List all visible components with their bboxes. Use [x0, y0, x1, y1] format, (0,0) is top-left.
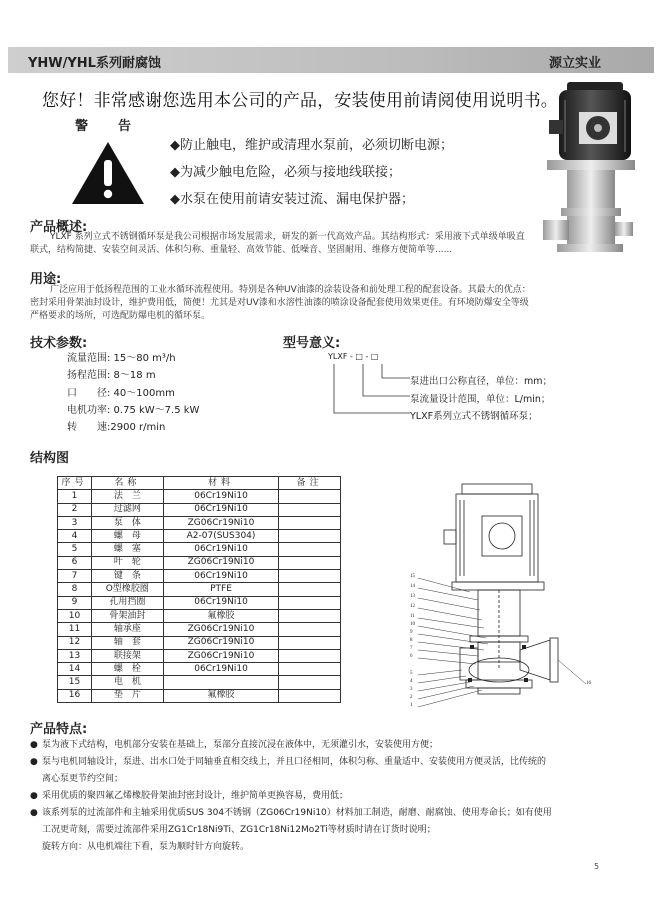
feature-text: 泵与电机同轴设计，泵进、出水口处于同轴垂直相交线上，并且口径相同，体积匀称、重量适中、安装使用方便灵活，比传统的 — [42, 757, 547, 767]
feature-text: 该系列泵的过流部件和主轴采用优质SUS 304不锈钢（ZG06Cr19Ni10）材料加工制造，耐磨、耐腐蚀、使用寿命长；如有使用 — [42, 808, 552, 818]
model-leader-lines — [320, 350, 412, 422]
cell-material: ZG06Cr19Ni10 — [163, 649, 279, 662]
feature-text: 泵为液下式结构，电机部分安装在基础上，泵部分直接沉浸在液体中，无须灌引水，安装使用方便； — [42, 740, 439, 750]
model-desc-item: 泵进出口公称直径，单位：mm； — [410, 376, 553, 387]
pump-structure-diagram — [400, 470, 600, 710]
spec-item: 流量范围: 15～80 m³/h — [67, 353, 176, 364]
cell-material: 06Cr19Ni10 — [163, 543, 279, 556]
table-row — [58, 676, 341, 689]
cell-index: 2 — [58, 503, 92, 516]
bullet-icon: ● — [30, 740, 38, 750]
cell-note — [279, 490, 341, 503]
cell-note — [279, 636, 341, 649]
warning-item: ◆为减少触电危险，必须与接地线联接； — [170, 165, 401, 180]
table-row — [58, 556, 341, 569]
table-row — [58, 689, 341, 702]
table-row — [58, 543, 341, 556]
cell-material: 06Cr19Ni10 — [163, 503, 279, 516]
specs-title: 技术参数: — [30, 336, 88, 351]
diagram-callout: 6 — [410, 654, 413, 659]
cell-part-name: 螺 母 — [91, 530, 163, 543]
parts-table-header — [58, 477, 341, 490]
table-row — [58, 490, 341, 503]
cell-index: 9 — [58, 596, 92, 609]
usage-title: 用途: — [30, 272, 62, 287]
parts-table — [57, 476, 341, 703]
cell-material: PTFE — [163, 583, 279, 596]
cell-part-name: O型橡胶圈 — [91, 583, 163, 596]
table-row — [58, 503, 341, 516]
cell-note — [279, 596, 341, 609]
cell-index: 7 — [58, 570, 92, 583]
diagram-callout: 2 — [410, 695, 413, 700]
cell-note — [279, 583, 341, 596]
cell-index: 16 — [58, 689, 92, 702]
cell-index: 12 — [58, 636, 92, 649]
feature-item — [30, 805, 642, 822]
feature-item — [30, 754, 642, 771]
cell-material: 氟橡胶 — [163, 609, 279, 622]
cell-part-name: 轴 套 — [91, 636, 163, 649]
cell-material: ZG06Cr19Ni10 — [163, 623, 279, 636]
feature-continuation: 旋转方向：从电机端往下看，泵为顺时针方向旋转。 — [42, 842, 250, 852]
diagram-callout: 9 — [410, 630, 413, 635]
cell-part-name: 过滤网 — [91, 503, 163, 516]
cell-note — [279, 530, 341, 543]
spec-item: 口 径: 40～100mm — [67, 387, 175, 399]
cell-material: 06Cr19Ni10 — [163, 570, 279, 583]
cell-note — [279, 623, 341, 636]
diagram-callout: 8 — [410, 638, 413, 643]
spec-item: 转 速:2900 r/min — [67, 422, 166, 434]
overview-title: 产品概述: — [30, 220, 88, 235]
greeting-text: 您好！非常感谢您选用本公司的产品，安装使用前请阅使用说明书。 — [42, 91, 558, 111]
cell-part-name: 孔用挡圈 — [91, 596, 163, 609]
table-row — [58, 663, 341, 676]
header-cell: 备注 — [279, 477, 341, 490]
cell-material: ZG06Cr19Ni10 — [163, 636, 279, 649]
cell-part-name: 联接架 — [91, 649, 163, 662]
cell-material — [163, 676, 279, 689]
cell-part-name: 法 兰 — [91, 490, 163, 503]
overview-line: YLXF 系列立式不锈钢循环泵是我公司根据市场发展需求，研发的新一代高效产品。其结构形式：采用液下式单级单吸直 — [50, 232, 525, 242]
diagram-callout: 11 — [410, 614, 415, 619]
cell-note — [279, 609, 341, 622]
warning-item: ◆水泵在使用前请安装过流、漏电保护器； — [170, 192, 414, 207]
warning-list — [170, 139, 453, 220]
cell-material: ZG06Cr19Ni10 — [163, 516, 279, 529]
cell-index: 4 — [58, 530, 92, 543]
cell-part-name: 叶 轮 — [91, 556, 163, 569]
diagram-callout: 12 — [410, 604, 415, 609]
cell-part-name: 垫 片 — [91, 689, 163, 702]
cell-index: 10 — [58, 609, 92, 622]
model-desc-item: 泵流量设计范围，单位：L/min； — [410, 394, 551, 405]
features-title: 产品特点: — [30, 722, 88, 737]
feature-continuation: 离心泵更节约空间； — [42, 774, 124, 784]
structure-title: 结构图 — [30, 451, 70, 466]
cell-part-name: 骨架油封 — [91, 609, 163, 622]
cell-material: 氟橡胶 — [163, 689, 279, 702]
table-row — [58, 570, 341, 583]
cell-index: 3 — [58, 516, 92, 529]
cell-material: ZG06Cr19Ni10 — [163, 556, 279, 569]
feature-item — [30, 788, 642, 805]
cell-index: 5 — [58, 543, 92, 556]
header-company-name: 源立实业 — [549, 56, 602, 71]
spec-item: 电机功率: 0.75 kW～7.5 kW — [67, 404, 200, 416]
cell-index: 15 — [58, 676, 92, 689]
table-row — [58, 530, 341, 543]
diagram-callout: 1 — [410, 703, 413, 708]
warning-triangle-icon — [70, 140, 146, 206]
bullet-icon: ● — [30, 808, 38, 818]
cell-index: 11 — [58, 623, 92, 636]
table-row — [58, 609, 341, 622]
spec-item: 扬程范围: 8～18 m — [67, 370, 156, 382]
header-cell: 名称 — [91, 477, 163, 490]
header-cell: 序号 — [58, 477, 92, 490]
diagram-callout: 7 — [410, 646, 413, 651]
cell-note — [279, 543, 341, 556]
bullet-icon: ● — [30, 757, 38, 767]
usage-line: 严格要求的场所，可选配防爆电机的循环泵。 — [30, 311, 211, 321]
cell-note — [279, 676, 341, 689]
cell-material: 06Cr19Ni10 — [163, 663, 279, 676]
diagram-callout: 15 — [410, 574, 415, 579]
diagram-callout: 10 — [410, 622, 415, 627]
diagram-callout: 5 — [410, 671, 413, 676]
cell-part-name: 螺 栓 — [91, 663, 163, 676]
cell-note — [279, 689, 341, 702]
features-list — [30, 737, 642, 856]
cell-index: 13 — [58, 649, 92, 662]
warning-item: ◆防止触电，维护或清理水泵前，必须切断电源； — [170, 138, 453, 153]
overview-line: 联式，结构简捷、安装空间灵活、体积匀称、重量轻、高效节能、低噪音、坚固耐用、维修方便简单等...... — [30, 245, 453, 255]
table-row — [58, 596, 341, 609]
table-row — [58, 636, 341, 649]
cell-material: A2-07(SUS304) — [163, 530, 279, 543]
feature-text: 采用优质的聚四氟乙烯橡胶骨架油封密封设计，维护简单更换容易，费用低； — [42, 791, 349, 801]
cell-index: 14 — [58, 663, 92, 676]
feature-item — [30, 737, 642, 754]
cell-part-name: 螺 塞 — [91, 543, 163, 556]
cell-part-name: 泵 体 — [91, 516, 163, 529]
pump-product-photo — [537, 80, 637, 256]
diagram-callout: 14 — [410, 584, 415, 589]
feature-continuation: 工况更苛刻，需要过流部件采用ZG1Cr18Ni9Ti、ZG1Cr18Ni12Mo2Ti等材质时请在订货时说明； — [42, 825, 436, 835]
model-desc-item: YLXF系列立式不锈钢循环泵； — [410, 411, 538, 422]
cell-material: 06Cr19Ni10 — [163, 596, 279, 609]
bullet-icon: ● — [30, 791, 38, 801]
specs-list — [67, 350, 199, 436]
warning-title: 警告 — [75, 119, 162, 134]
usage-line: 广泛应用于低扬程范围的工业水循环流程使用。特别是各种UV油漆的涂装设备和前处理工程的配套设备。其最大的优点： — [50, 285, 531, 295]
cell-note — [279, 570, 341, 583]
cell-part-name: 轴承座 — [91, 623, 163, 636]
diagram-callout: 16 — [586, 681, 591, 686]
diagram-callout: 4 — [410, 679, 413, 684]
cell-index: 1 — [58, 490, 92, 503]
page-number: 5 — [594, 862, 600, 871]
model-title: 型号意义: — [283, 336, 341, 351]
diagram-callout: 3 — [410, 687, 413, 692]
cell-note — [279, 516, 341, 529]
cell-note — [279, 503, 341, 516]
model-code: YLXF - □ - □ — [328, 352, 379, 361]
usage-line: 密封采用骨架油封设计，维护费用低，简便！尤其是对UV漆和水溶性油漆的喷涂设备配套使用效果更佳。有环境防爆安全等级 — [30, 298, 529, 308]
cell-note — [279, 556, 341, 569]
table-row — [58, 516, 341, 529]
cell-note — [279, 663, 341, 676]
cell-index: 8 — [58, 583, 92, 596]
diagram-callout: 13 — [410, 594, 415, 599]
cell-part-name: 电 机 — [91, 676, 163, 689]
cell-index: 6 — [58, 556, 92, 569]
table-row — [58, 583, 341, 596]
table-row — [58, 649, 341, 662]
table-row — [58, 623, 341, 636]
cell-material: 06Cr19Ni10 — [163, 490, 279, 503]
cell-part-name: 键 条 — [91, 570, 163, 583]
header-cell: 材料 — [163, 477, 279, 490]
cell-note — [279, 649, 341, 662]
header-series-title: YHW/YHL系列耐腐蚀 — [28, 56, 161, 71]
